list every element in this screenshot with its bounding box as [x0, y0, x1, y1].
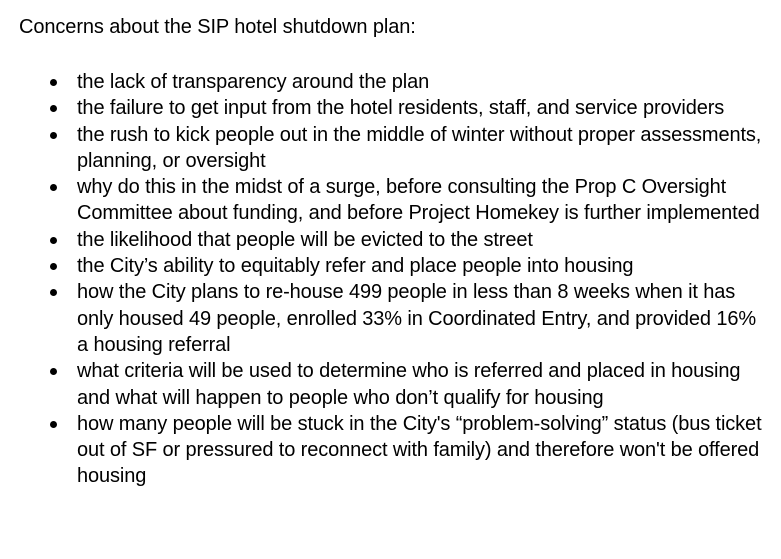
list-item [19, 122, 769, 175]
bullet-icon [50, 105, 57, 112]
concern-text: how many people will be stuck in the City's “problem-solving” status (bus ticket out of SF or pressured to reconnect with family) and therefore won't be offered housing [77, 412, 762, 488]
bullet-icon [50, 368, 57, 375]
document-heading: Concerns about the SIP hotel shutdown plan: [19, 16, 416, 38]
concern-text: the rush to kick people out in the middle of winter without proper assessments, planning, or oversight [77, 123, 762, 172]
list-item [19, 227, 769, 253]
concern-text: the likelihood that people will be evicted to the street [77, 228, 533, 251]
list-item [19, 174, 769, 227]
concern-text: why do this in the midst of a surge, before consulting the Prop C Oversight Committee about funding, and before Project Homekey is further implemented [77, 176, 760, 225]
concern-text: the City’s ability to equitably refer and place people into housing [77, 255, 634, 278]
list-item [19, 279, 769, 358]
document [19, 14, 769, 490]
bullet-icon [50, 79, 57, 86]
bullet-icon [50, 421, 57, 428]
bullet-icon [50, 289, 57, 296]
bullet-icon [50, 132, 57, 139]
concern-text: the failure to get input from the hotel residents, staff, and service providers [77, 97, 725, 120]
bullet-icon [50, 184, 57, 191]
concern-text: how the City plans to re-house 499 people in less than 8 weeks when it has only housed 49 people, enrolled 33% in Coordinated Entry, and provided 16% a housing referral [77, 281, 757, 356]
list-item [19, 358, 769, 411]
list-item [19, 253, 769, 279]
list-item [19, 95, 769, 121]
list-item [19, 411, 769, 490]
concern-text: what criteria will be used to determine who is referred and placed in housing and what will happen to people who don’t qualify for housing [77, 360, 741, 409]
concern-text: the lack of transparency around the plan [77, 71, 430, 93]
list-item [19, 69, 769, 95]
concerns-list [19, 69, 769, 490]
bullet-icon [50, 237, 57, 244]
bullet-icon [50, 263, 57, 270]
